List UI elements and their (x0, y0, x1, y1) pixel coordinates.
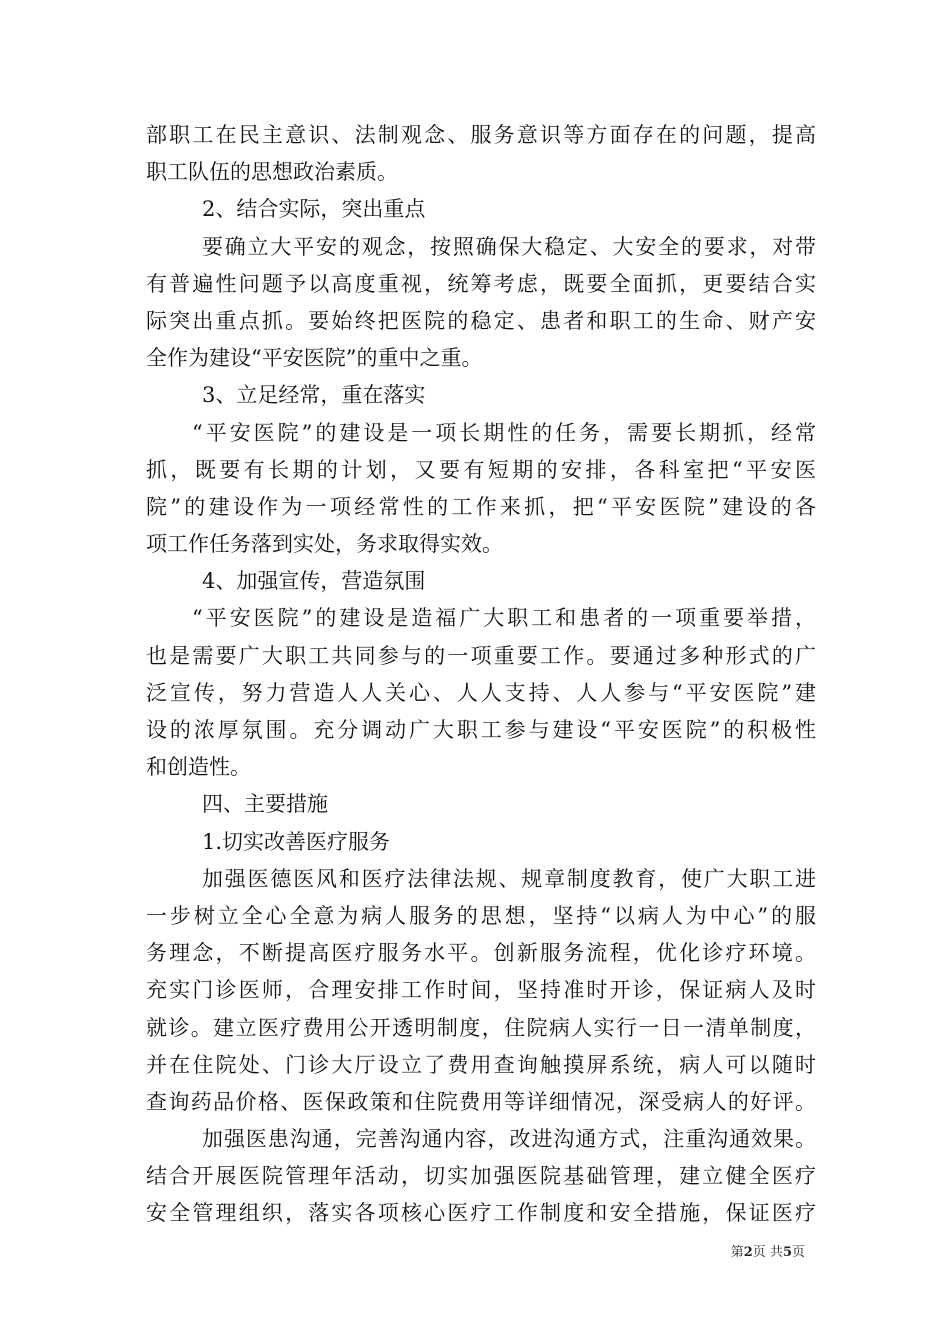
paragraph-line: 要确立大平安的观念，按照确保大稳定、大安全的要求，对带 (202, 234, 816, 259)
paragraph-line: 加强医德医风和医疗法律法规、规章制度教育，使广大职工进 (202, 866, 816, 891)
section-heading: 四、主要措施 (202, 792, 328, 817)
paragraph-line: 抓，既要有长期的计划，又要有短期的安排，各科室把“平安医 (146, 457, 816, 482)
paragraph-line: 加强医患沟通，完善沟通内容，改进沟通方式，注重沟通效果。 (202, 1127, 816, 1152)
paragraph-line: 充实门诊医师，合理安排工作时间，坚持准时开诊，保证病人及时 (146, 978, 816, 1003)
paragraph-line: 泛宣传，努力营造人人关心、人人支持、人人参与“平安医院”建 (146, 680, 816, 705)
paragraph-line: 项工作任务落到实处，务求取得实效。 (146, 532, 503, 557)
paragraph-line: 也是需要广大职工共同参与的一项重要工作。要通过多种形式的广 (146, 643, 816, 668)
page-footer (731, 1243, 805, 1263)
footer-middle: 页 共 (752, 1245, 783, 1260)
paragraph-line: 务理念，不断提高医疗服务水平。创新服务流程，优化诊疗环境。 (146, 941, 816, 966)
subsection-heading: 1.切实改善医疗服务 (202, 829, 391, 854)
total-page-number: 5 (782, 1245, 792, 1260)
paragraph-line: 结合开展医院管理年活动，切实加强医院基础管理，建立健全医疗 (146, 1164, 816, 1189)
paragraph-line: 际突出重点抓。要始终把医院的稳定、患者和职工的生命、财产安 (146, 308, 816, 333)
paragraph-line: 院”的建设作为一项经常性的工作来抓，把“平安医院”建设的各 (146, 494, 816, 519)
paragraph-line: 查询药品价格、医保政策和住院费用等详细情况，深受病人的好评。 (146, 1089, 816, 1114)
section-heading: 3、立足经常，重在落实 (202, 383, 426, 408)
footer-prefix: 第 (730, 1245, 744, 1260)
paragraph-line: 职工队伍的思想政治素质。 (146, 160, 398, 185)
body-text (146, 117, 816, 1233)
paragraph-line: 安全管理组织，落实各项核心医疗工作制度和安全措施，保证医疗 (146, 1201, 816, 1226)
current-page-number: 2 (743, 1245, 753, 1260)
paragraph-line: 就诊。建立医疗费用公开透明制度，住院病人实行一日一清单制度， (146, 1015, 816, 1040)
paragraph-line: 部职工在民主意识、法制观念、服务意识等方面存在的问题，提高 (146, 123, 816, 147)
paragraph-line: 并在住院处、门诊大厅设立了费用查询触摸屏系统，病人可以随时 (146, 1052, 816, 1077)
paragraph-line: 有普遍性问题予以高度重视，统筹考虑，既要全面抓，更要结合实 (146, 271, 816, 296)
footer-suffix: 页 (791, 1245, 805, 1260)
paragraph-line: “平安医院”的建设是造福广大职工和患者的一项重要举措， (192, 606, 816, 631)
paragraph-line: 一步树立全心全意为病人服务的思想，坚持“以病人为中心”的服 (146, 903, 816, 928)
section-heading: 2、结合实际，突出重点 (202, 197, 426, 222)
paragraph-line: “平安医院”的建设是一项长期性的任务，需要长期抓，经常 (192, 420, 816, 445)
section-heading: 4、加强宣传，营造氛围 (202, 569, 426, 594)
paragraph-line: 和创造性。 (146, 755, 251, 780)
paragraph-line: 设的浓厚氛围。充分调动广大职工参与建设“平安医院”的积极性 (146, 718, 816, 742)
paragraph-line: 全作为建设“平安医院”的重中之重。 (146, 346, 483, 371)
